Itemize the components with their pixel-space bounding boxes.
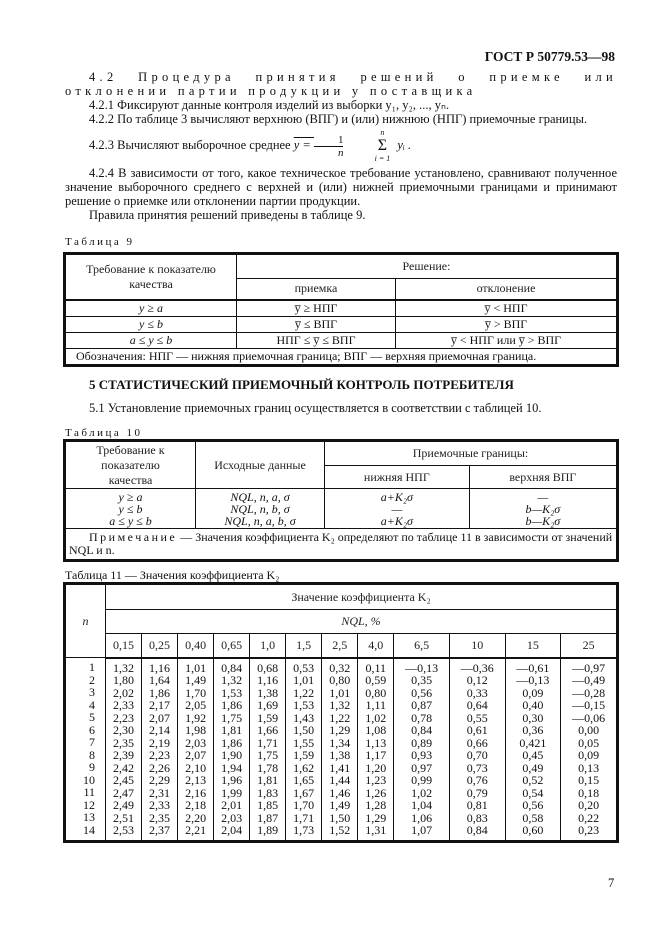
cell-value: 0,32 — [329, 660, 351, 675]
cell-value: 0,78 — [411, 710, 433, 725]
table-10-label — [65, 427, 143, 439]
header-nql-value: 0,40 — [178, 634, 214, 658]
header-value: Значение коэффициента K₂ — [106, 585, 617, 610]
section-5-title: 5 СТАТИСТИЧЕСКИЙ ПРИЕМОЧНЫЙ КОНТРОЛЬ ПОТРЕБИТЕЛЯ — [89, 377, 514, 392]
cell-reject: y̅ > ВПГ — [396, 316, 617, 332]
cell-req: y ≥ a — [66, 300, 237, 317]
formula-label: 4.2.3 Вычисляют выборочное среднее — [89, 137, 291, 152]
cell-value: 1,34 — [329, 735, 351, 750]
cell-value: 1,06 — [411, 810, 433, 825]
cell-n: 13 — [83, 810, 95, 824]
cell-value: 2,21 — [185, 823, 207, 837]
cell-value: 0,15 — [578, 773, 600, 787]
cell-value: 2,53 — [113, 823, 135, 837]
cell-value: 1,17 — [365, 748, 387, 762]
cell-value: 1,86 — [221, 698, 243, 712]
cell-value: 1,89 — [257, 823, 279, 837]
cell-value: 2,35 — [149, 810, 171, 825]
cell-value: 1,83 — [257, 785, 279, 800]
cell-value: 1,29 — [329, 723, 351, 737]
cell-value: 1,01 — [329, 685, 351, 700]
cell-value: 1,67 — [293, 785, 315, 800]
cell-column — [561, 658, 617, 841]
cell-n-column — [66, 658, 106, 841]
cell-value: 2,49 — [113, 798, 135, 812]
cell-value: —0,06 — [572, 710, 606, 725]
cell-value: 2,47 — [113, 785, 135, 800]
cell-value: 1,75 — [257, 748, 279, 762]
header-limits: Приемочные границы: — [325, 442, 617, 466]
cell-value: 1,70 — [293, 798, 315, 812]
cell-value: 0,68 — [257, 660, 279, 675]
table-note — [66, 529, 617, 560]
cell-value: 0,66 — [466, 735, 488, 750]
cell-value: 1,38 — [257, 685, 279, 700]
cell-value: 2,42 — [113, 760, 135, 775]
cell-value: 1,50 — [329, 810, 351, 825]
cell-value: 0,70 — [466, 748, 488, 762]
cell-value: 0,421 — [519, 735, 547, 750]
cell-value: 1,59 — [257, 710, 279, 725]
cell-value: 0,84 — [221, 660, 243, 675]
cell-column — [322, 658, 358, 841]
cell-column — [394, 658, 450, 841]
cell-value: 1,16 — [149, 660, 171, 675]
cell-value: 1,75 — [221, 710, 243, 725]
cell-value: 1,22 — [293, 685, 315, 700]
cell-value: 2,26 — [149, 760, 171, 775]
cell-value: 1,92 — [185, 710, 207, 725]
cell-upper: — b—K₂σ b—K₂σ — [469, 489, 616, 529]
cell-value: 0,87 — [411, 698, 433, 712]
header-nql-value: 1,5 — [286, 634, 322, 658]
cell-value: 1,04 — [411, 798, 433, 812]
cell-accept: y̅ ≥ НПГ — [237, 300, 396, 317]
cell-value: 1,66 — [257, 723, 279, 737]
table-row — [66, 300, 617, 317]
document-header: ГОСТ Р 50779.53—98 — [484, 49, 615, 64]
cell-value: 1,28 — [365, 798, 387, 812]
cell-value: 1,02 — [365, 710, 387, 725]
cell-column — [505, 658, 561, 841]
paragraph-4-2-2: 4.2.2 По таблице 3 вычисляют верхнюю (ВПГ) и (или) нижнюю (НПГ) приемочные границы. — [89, 112, 588, 126]
cell-value: 1,80 — [113, 673, 135, 687]
cell-value: 0,99 — [411, 773, 433, 787]
cell-n: 10 — [83, 772, 95, 787]
cell-value: 0,89 — [411, 735, 433, 750]
cell-value: 0,09 — [578, 748, 600, 762]
cell-value: 1,69 — [257, 698, 279, 712]
cell-value: —0,97 — [572, 660, 606, 675]
header-accept: приемка — [237, 279, 396, 300]
cell-value: 0,64 — [466, 698, 488, 712]
cell-accept: y̅ ≤ ВПГ — [237, 316, 396, 332]
cell-value: 0,13 — [578, 760, 600, 775]
cell-value: 0,60 — [522, 823, 544, 837]
cell-value: —0,36 — [460, 660, 494, 675]
sum-upper: n — [380, 128, 385, 137]
cell-n: 14 — [83, 822, 95, 837]
cell-value: 0,56 — [411, 685, 433, 700]
cell-value: 0,30 — [522, 710, 544, 725]
paragraph-4-2-3 — [65, 128, 617, 164]
paragraph-5-1: 5.1 Установление приемочных границ осуществляется в соответствии с таблицей 10. — [89, 401, 542, 415]
cell-value: 2,14 — [149, 723, 171, 737]
header-input: Исходные данные — [196, 442, 325, 489]
cell-value: 1,26 — [365, 785, 387, 800]
table-row — [66, 332, 617, 348]
table-label-text: Таблица 9 — [65, 236, 135, 248]
cell-value: 1,29 — [365, 810, 387, 825]
cell-value: 1,16 — [257, 673, 279, 687]
cell-value: 2,30 — [113, 723, 135, 737]
table-10 — [65, 441, 617, 560]
cell-n: 3 — [89, 685, 95, 699]
cell-value: 2,23 — [113, 710, 135, 725]
cell-value: 1,13 — [365, 735, 387, 750]
cell-value: 1,01 — [293, 673, 315, 687]
formula-lhs: y = — [293, 137, 314, 152]
cell-value: 1,62 — [293, 760, 315, 775]
cell-n: 2 — [89, 672, 95, 687]
cell-value: 1,22 — [329, 710, 351, 725]
cell-req: a ≤ y ≤ b — [66, 332, 237, 348]
cell-value: 1,53 — [293, 698, 315, 712]
cell-value: 2,31 — [149, 785, 171, 800]
note-text: — Значения коэффициента K₂ определяют по таблице 11 в зависимости от значений NQL и n. — [69, 530, 613, 557]
cell-value: 2,19 — [149, 735, 171, 750]
cell-value: 0,61 — [466, 723, 488, 737]
table-9-label — [65, 236, 135, 248]
cell-column — [250, 658, 286, 841]
cell-value: 2,16 — [185, 785, 207, 800]
cell-value: 1,32 — [113, 660, 135, 675]
cell-value: 1,55 — [293, 735, 315, 750]
table-9 — [65, 254, 617, 365]
cell-value: 1,20 — [365, 760, 387, 775]
paragraph-4-2-1: 4.2.1 Фиксируют данные контроля изделий из выборки y₁, y₂, ..., yₙ. — [89, 98, 450, 112]
cell-column — [142, 658, 178, 841]
cell-value: 1,43 — [293, 710, 315, 725]
cell-reject: y̅ < НПГ — [396, 300, 617, 317]
cell-value: 0,36 — [522, 723, 544, 737]
cell-value: 0,09 — [522, 685, 544, 700]
cell-value: 1,32 — [221, 673, 243, 687]
cell-value: 2,35 — [113, 735, 135, 750]
cell-n: 5 — [89, 710, 95, 724]
cell-value: 0,80 — [329, 673, 351, 687]
cell-value: 1,98 — [185, 723, 207, 737]
cell-value: 1,23 — [365, 773, 387, 787]
cell-n: 11 — [83, 785, 95, 799]
cell-value: 2,29 — [149, 773, 171, 787]
cell-value: 1,38 — [329, 748, 351, 762]
cell-value: 0,40 — [522, 698, 544, 712]
cell-value: 2,10 — [185, 760, 207, 775]
cell-value: 0,80 — [365, 685, 387, 700]
cell-value: 1,31 — [365, 823, 387, 837]
cell-value: 0,56 — [522, 798, 544, 812]
cell-value: 0,55 — [466, 710, 488, 725]
formula-sum — [351, 128, 391, 164]
cell-column — [106, 658, 142, 841]
cell-value: 1,08 — [365, 723, 387, 737]
cell-value: 0,83 — [466, 810, 488, 825]
cell-value: —0,13 — [405, 660, 439, 675]
cell-value: 2,45 — [113, 773, 135, 787]
cell-value: 2,07 — [185, 748, 207, 762]
cell-n: 1 — [89, 660, 95, 674]
cell-column — [449, 658, 505, 841]
fraction-denominator: n — [314, 146, 344, 159]
cell-req: y ≤ b — [66, 316, 237, 332]
cell-value: 1,81 — [257, 773, 279, 787]
cell-value: 1,65 — [293, 773, 315, 787]
cell-column — [214, 658, 250, 841]
cell-n: 12 — [83, 797, 95, 812]
header-decision: Решение: — [237, 255, 617, 279]
cell-n: 4 — [89, 697, 95, 712]
formula-fraction — [314, 134, 344, 159]
cell-value: 1,85 — [257, 798, 279, 812]
cell-value: 1,01 — [185, 660, 207, 675]
cell-value: 2,39 — [113, 748, 135, 762]
cell-value: 1,70 — [185, 685, 207, 700]
header-nql-value: 0,25 — [142, 634, 178, 658]
table-note: Обозначения: НПГ — нижняя приемочная граница; ВПГ — верхняя приемочная граница. — [66, 348, 617, 364]
cell-value: 0,76 — [466, 773, 488, 787]
sum-lower: i = 1 — [374, 154, 391, 163]
page-number: 7 — [608, 876, 615, 890]
cell-value: 1,49 — [329, 798, 351, 812]
cell-value: 0,18 — [578, 785, 600, 800]
cell-value: 1,64 — [149, 673, 171, 687]
cell-value: 0,59 — [365, 673, 387, 687]
cell-n: 8 — [89, 747, 95, 762]
header-nql-value: 25 — [561, 634, 617, 658]
cell-value: 0,45 — [522, 748, 544, 762]
section-4-2 — [65, 70, 617, 222]
header-nql-value: 1,0 — [250, 634, 286, 658]
cell-value: 1,02 — [411, 785, 433, 800]
cell-value: 1,41 — [329, 760, 351, 775]
header-nql-value: 0,65 — [214, 634, 250, 658]
table-row — [66, 316, 617, 332]
cell-value: 1,32 — [329, 698, 351, 712]
cell-value: 1,71 — [257, 735, 279, 750]
cell-value: 0,84 — [466, 823, 488, 837]
cell-column — [358, 658, 394, 841]
cell-value: 1,90 — [221, 748, 243, 762]
header-n: n — [66, 585, 106, 658]
cell-value: —0,13 — [516, 673, 550, 687]
cell-value: 1,99 — [221, 785, 243, 800]
cell-value: 2,13 — [185, 773, 207, 787]
cell-value: 0,23 — [578, 823, 600, 837]
cell-value: 0,93 — [411, 748, 433, 762]
cell-n: 6 — [89, 722, 95, 737]
fraction-numerator: 1 — [337, 133, 344, 146]
table-body — [66, 658, 617, 841]
cell-value: 2,03 — [185, 735, 207, 750]
cell-value: 0,49 — [522, 760, 544, 775]
cell-value: 0,35 — [411, 673, 433, 687]
cell-value: 0,58 — [522, 810, 544, 825]
cell-value: 2,51 — [113, 810, 135, 825]
paragraph-4-2-4: 4.2.4 В зависимости от того, какое техническое требование установлено, сравнивают полученное значение выборочного среднего с верхней и (или) нижней приемочными границами и принимают решение о приемке или отклонении партии продукции. — [65, 166, 617, 208]
cell-value: —0,28 — [572, 685, 606, 700]
table-11-label: Таблица 11 — Значения коэффициента K₂ — [65, 568, 280, 582]
cell-value: 0,54 — [522, 785, 544, 800]
cell-value: 2,04 — [221, 823, 243, 837]
cell-value: 2,18 — [185, 798, 207, 812]
sum-sign: Σ — [377, 137, 388, 154]
cell-value: 1,86 — [221, 735, 243, 750]
cell-value: 1,73 — [293, 823, 315, 837]
header-nql-value: 0,15 — [106, 634, 142, 658]
cell-value: 0,81 — [466, 798, 488, 812]
cell-column — [178, 658, 214, 841]
cell-req: y ≥ a y ≤ b a ≤ y ≤ b — [66, 489, 196, 529]
cell-reject: y̅ < НПГ или y̅ > ВПГ — [396, 332, 617, 348]
paragraph-rules: Правила принятия решений приведены в таблице 9. — [89, 208, 366, 222]
cell-value: 2,05 — [185, 698, 207, 712]
cell-value: 1,49 — [185, 673, 207, 687]
cell-value: 1,94 — [221, 760, 243, 775]
header-upper: верхняя ВПГ — [469, 466, 616, 489]
cell-value: 0,33 — [466, 685, 488, 700]
cell-value: 0,53 — [293, 660, 315, 675]
header-nql-value: 10 — [449, 634, 505, 658]
cell-value: —0,61 — [516, 660, 550, 675]
cell-value: 1,59 — [293, 748, 315, 762]
section-title: 4.2 Процедура принятия решений о приемке или отклонении партии продукции у поставщика — [65, 70, 617, 98]
cell-value: 2,02 — [113, 685, 135, 700]
header-nql: NQL, % — [106, 610, 617, 634]
cell-value: 1,53 — [221, 685, 243, 700]
cell-value: 0,79 — [466, 785, 488, 800]
cell-value: 0,84 — [411, 723, 433, 737]
header-nql-value: 15 — [505, 634, 561, 658]
cell-value: 0,52 — [522, 773, 544, 787]
cell-value: 1,52 — [329, 823, 351, 837]
cell-value: 0,22 — [578, 810, 600, 825]
cell-n: 9 — [89, 760, 95, 774]
cell-input: NQL, n, a, σ NQL, n, b, σ NQL, n, a, b, σ — [196, 489, 325, 529]
header-requirement: Требование к показателю качества — [66, 255, 237, 300]
cell-value: 1,46 — [329, 785, 351, 800]
cell-value: 2,20 — [185, 810, 207, 825]
cell-value: 1,71 — [293, 810, 315, 825]
cell-value: 2,23 — [149, 748, 171, 762]
cell-n: 7 — [89, 735, 95, 749]
cell-value: 2,33 — [149, 798, 171, 812]
cell-value: 2,33 — [113, 698, 135, 712]
cell-value: 2,01 — [221, 798, 243, 812]
header-nql-value: 6,5 — [394, 634, 450, 658]
cell-value: 1,87 — [257, 810, 279, 825]
formula-term: yᵢ . — [397, 137, 412, 152]
cell-value: 0,05 — [578, 735, 600, 750]
cell-value: 0,00 — [578, 723, 600, 737]
cell-value: 2,03 — [221, 810, 243, 825]
cell-lower: a+K₂σ — a+K₂σ — [325, 489, 470, 529]
cell-accept: НПГ ≤ y̅ ≤ ВПГ — [237, 332, 396, 348]
header-nql-value: 4,0 — [358, 634, 394, 658]
cell-value: —0,15 — [572, 698, 606, 712]
header-nql-value: 2,5 — [322, 634, 358, 658]
cell-value: 0,12 — [466, 673, 488, 687]
cell-value: 2,17 — [149, 698, 171, 712]
cell-value: 1,44 — [329, 773, 351, 787]
cell-value: 0,20 — [578, 798, 600, 812]
table-row — [66, 489, 617, 529]
table-11 — [65, 584, 617, 841]
cell-value: 1,11 — [365, 698, 387, 712]
cell-value: 0,73 — [466, 760, 488, 775]
cell-column — [286, 658, 322, 841]
cell-value: —0,49 — [572, 673, 606, 687]
header-reject: отклонение — [396, 279, 617, 300]
header-requirement: Требование к показателю качества — [66, 442, 196, 489]
cell-value: 1,50 — [293, 723, 315, 737]
cell-value: 1,96 — [221, 773, 243, 787]
cell-value: 2,37 — [149, 823, 171, 837]
cell-value: 0,11 — [365, 660, 387, 675]
cell-value: 0,97 — [411, 760, 433, 775]
cell-value: 2,07 — [149, 710, 171, 725]
cell-value: 1,07 — [411, 823, 433, 837]
cell-value: 1,78 — [257, 760, 279, 775]
cell-value: 1,81 — [221, 723, 243, 737]
header-lower: нижняя НПГ — [325, 466, 470, 489]
note-label: Примечание — [89, 530, 178, 544]
cell-value: 1,86 — [149, 685, 171, 700]
table-label-text: Таблица 10 — [65, 427, 143, 439]
